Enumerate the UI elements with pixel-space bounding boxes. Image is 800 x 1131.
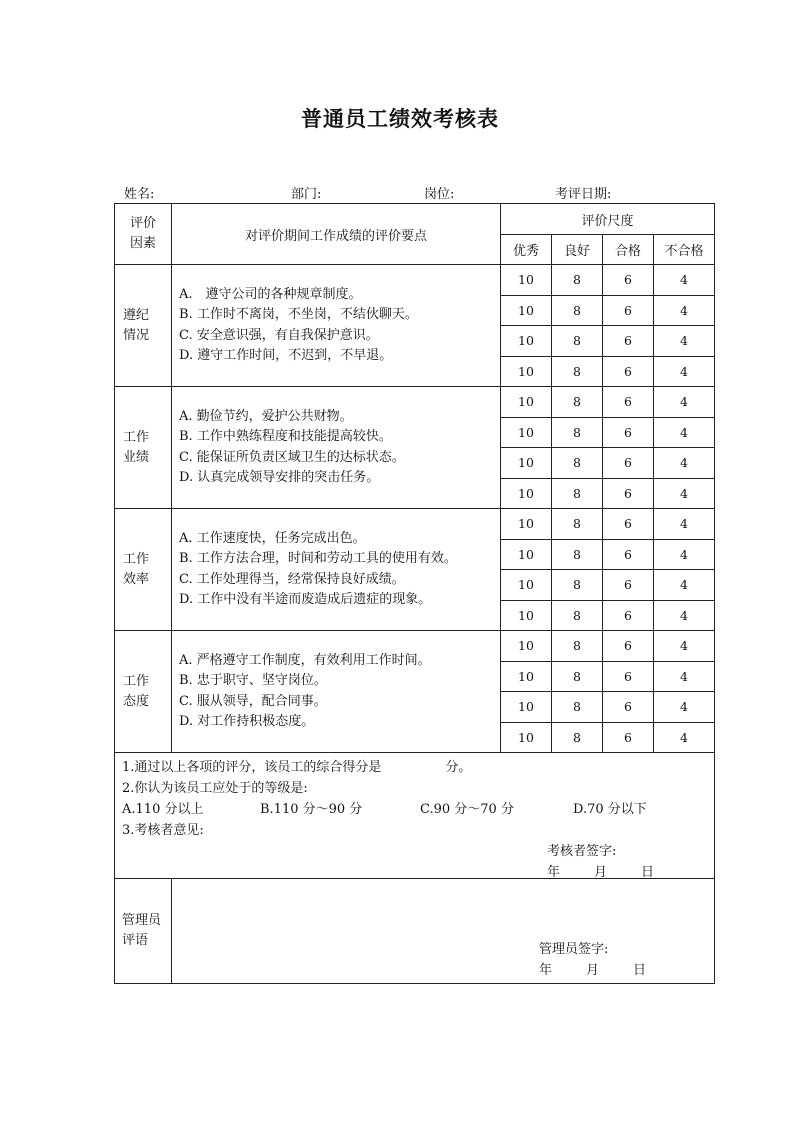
score-cell[interactable]: 10 [501, 448, 552, 479]
score-cell[interactable]: 8 [552, 265, 603, 296]
manager-sign-date: 年 月 日 [539, 963, 647, 978]
score-cell[interactable]: 6 [603, 326, 654, 357]
criteria-item: C. 服从领导，配合同事。 [179, 693, 327, 709]
category-performance: 工作 业绩 [115, 387, 172, 509]
score-cell[interactable]: 4 [654, 661, 715, 692]
category-attitude: 工作 态度 [115, 631, 172, 753]
grade-choices [122, 799, 707, 820]
score-cell[interactable]: 4 [654, 600, 715, 631]
score-cell[interactable]: 8 [552, 295, 603, 326]
score-cell[interactable]: 8 [552, 722, 603, 753]
score-cell[interactable]: 4 [654, 722, 715, 753]
evaluation-table [114, 203, 715, 984]
criteria-list-discipline [172, 265, 501, 387]
grade-choice-a[interactable]: A.110 分以上 [122, 802, 204, 817]
score-cell[interactable]: 8 [552, 509, 603, 540]
employee-info-row [0, 183, 800, 203]
criteria-item: C. 能保证所负责区域卫生的达标状态。 [179, 449, 405, 465]
score-cell[interactable]: 4 [654, 417, 715, 448]
criteria-item: D. 认真完成领导安排的突击任务。 [179, 470, 380, 485]
score-cell[interactable]: 4 [654, 326, 715, 357]
score-cell[interactable]: 8 [552, 387, 603, 418]
score-cell[interactable]: 8 [552, 448, 603, 479]
criteria-item: A. 严格遵守工作制度，有效利用工作时间。 [179, 652, 431, 668]
criteria-item: C. 工作处理得当，经常保持良好成绩。 [179, 571, 405, 587]
score-cell[interactable]: 6 [603, 661, 654, 692]
level-excellent: 优秀 [501, 235, 552, 265]
score-cell[interactable]: 4 [654, 387, 715, 418]
department-label: 部门: [291, 187, 322, 202]
score-cell[interactable]: 8 [552, 600, 603, 631]
score-cell[interactable]: 8 [552, 539, 603, 570]
score-cell[interactable]: 8 [552, 326, 603, 357]
score-cell[interactable]: 4 [654, 265, 715, 296]
manager-signature-label: 管理员签字: [539, 942, 609, 957]
page-title: 普通员工绩效考核表 [301, 106, 499, 131]
score-cell[interactable]: 4 [654, 448, 715, 479]
score-cell[interactable]: 10 [501, 326, 552, 357]
criteria-item: D. 遵守工作时间，不迟到，不早退。 [179, 348, 393, 363]
score-cell[interactable]: 4 [654, 631, 715, 662]
score-cell[interactable]: 6 [603, 417, 654, 448]
score-cell[interactable]: 8 [552, 570, 603, 601]
review-date-label: 考评日期: [555, 187, 612, 202]
score-cell[interactable]: 10 [501, 387, 552, 418]
score-cell[interactable]: 4 [654, 478, 715, 509]
criteria-item: B. 工作时不离岗，不坐岗，不结伙聊天。 [179, 307, 418, 322]
criteria-list-efficiency [172, 509, 501, 631]
criteria-item: B. 工作中熟练程度和技能提高较快。 [179, 429, 392, 444]
score-cell[interactable]: 8 [552, 631, 603, 662]
criteria-item: B. 工作方法合理，时间和劳动工具的使用有效。 [179, 551, 457, 566]
grade-choice-d[interactable]: D.70 分以下 [573, 802, 647, 817]
criteria-list-performance [172, 387, 501, 509]
summary-section [115, 753, 715, 879]
score-cell[interactable]: 4 [654, 539, 715, 570]
score-cell[interactable]: 10 [501, 661, 552, 692]
score-cell[interactable]: 4 [654, 356, 715, 387]
manager-comment-label: 管理员 评语 [115, 879, 172, 984]
category-efficiency: 工作 效率 [115, 509, 172, 631]
score-cell[interactable]: 8 [552, 661, 603, 692]
criteria-list-attitude [172, 631, 501, 753]
level-pass: 合格 [603, 235, 654, 265]
criteria-item: C. 安全意识强，有自我保护意识。 [179, 327, 379, 343]
score-cell[interactable]: 6 [603, 387, 654, 418]
reviewer-opinion-label: 3.考核者意见: [122, 823, 204, 838]
score-cell[interactable]: 10 [501, 692, 552, 723]
score-cell[interactable]: 6 [603, 631, 654, 662]
score-cell[interactable]: 10 [501, 539, 552, 570]
score-cell[interactable]: 10 [501, 265, 552, 296]
score-cell[interactable]: 8 [552, 478, 603, 509]
grade-question: 2.你认为该员工应处于的等级是: [122, 781, 308, 796]
score-cell[interactable]: 6 [603, 570, 654, 601]
score-cell[interactable]: 10 [501, 478, 552, 509]
score-cell[interactable]: 8 [552, 417, 603, 448]
post-label: 岗位: [424, 187, 455, 202]
score-cell[interactable]: 10 [501, 631, 552, 662]
grade-choice-b[interactable]: B.110 分～90 分 [260, 802, 363, 817]
reviewer-signature-label: 考核者签字: [547, 844, 617, 859]
total-score-line: 1.通过以上各项的评分，该员工的综合得分是 分。 [122, 760, 472, 775]
score-cell[interactable]: 6 [603, 356, 654, 387]
criteria-item: A. 遵守公司的各种规章制度。 [179, 286, 362, 302]
score-cell[interactable]: 8 [552, 692, 603, 723]
score-cell[interactable]: 10 [501, 600, 552, 631]
criteria-header: 对评价期间工作成绩的评价要点 [172, 204, 501, 265]
score-cell[interactable]: 10 [501, 356, 552, 387]
score-cell[interactable]: 8 [552, 356, 603, 387]
criteria-item: D. 对工作持积极态度。 [179, 714, 315, 729]
score-cell[interactable]: 4 [654, 570, 715, 601]
score-cell[interactable]: 10 [501, 570, 552, 601]
name-label: 姓名: [124, 187, 155, 202]
score-cell[interactable]: 10 [501, 417, 552, 448]
criteria-item: A. 勤俭节约，爱护公共财物。 [179, 408, 353, 424]
score-cell[interactable]: 10 [501, 295, 552, 326]
manager-comment-area[interactable] [172, 879, 715, 984]
score-cell[interactable]: 4 [654, 295, 715, 326]
score-cell[interactable]: 10 [501, 722, 552, 753]
score-cell[interactable]: 6 [603, 478, 654, 509]
score-cell[interactable]: 6 [603, 600, 654, 631]
reviewer-sign-date: 年 月 日 [547, 865, 655, 880]
level-fail: 不合格 [654, 235, 715, 265]
score-cell[interactable]: 4 [654, 692, 715, 723]
category-discipline: 遵纪 情况 [115, 265, 172, 387]
score-cell[interactable]: 4 [654, 509, 715, 540]
grade-choice-c[interactable]: C.90 分～70 分 [420, 802, 514, 817]
factor-header: 评价 因素 [115, 204, 172, 265]
score-cell[interactable]: 10 [501, 509, 552, 540]
criteria-item: B. 忠于职守、坚守岗位。 [179, 673, 327, 688]
score-cell[interactable]: 6 [603, 448, 654, 479]
score-cell[interactable]: 6 [603, 509, 654, 540]
score-cell[interactable]: 6 [603, 539, 654, 570]
level-good: 良好 [552, 235, 603, 265]
score-cell[interactable]: 6 [603, 692, 654, 723]
score-cell[interactable]: 6 [603, 722, 654, 753]
score-cell[interactable]: 6 [603, 295, 654, 326]
score-cell[interactable]: 6 [603, 265, 654, 296]
scale-header: 评价尺度 [501, 204, 715, 235]
criteria-item: D. 工作中没有半途而废造成后遗症的现象。 [179, 592, 432, 607]
criteria-item: A. 工作速度快，任务完成出色。 [179, 530, 366, 546]
